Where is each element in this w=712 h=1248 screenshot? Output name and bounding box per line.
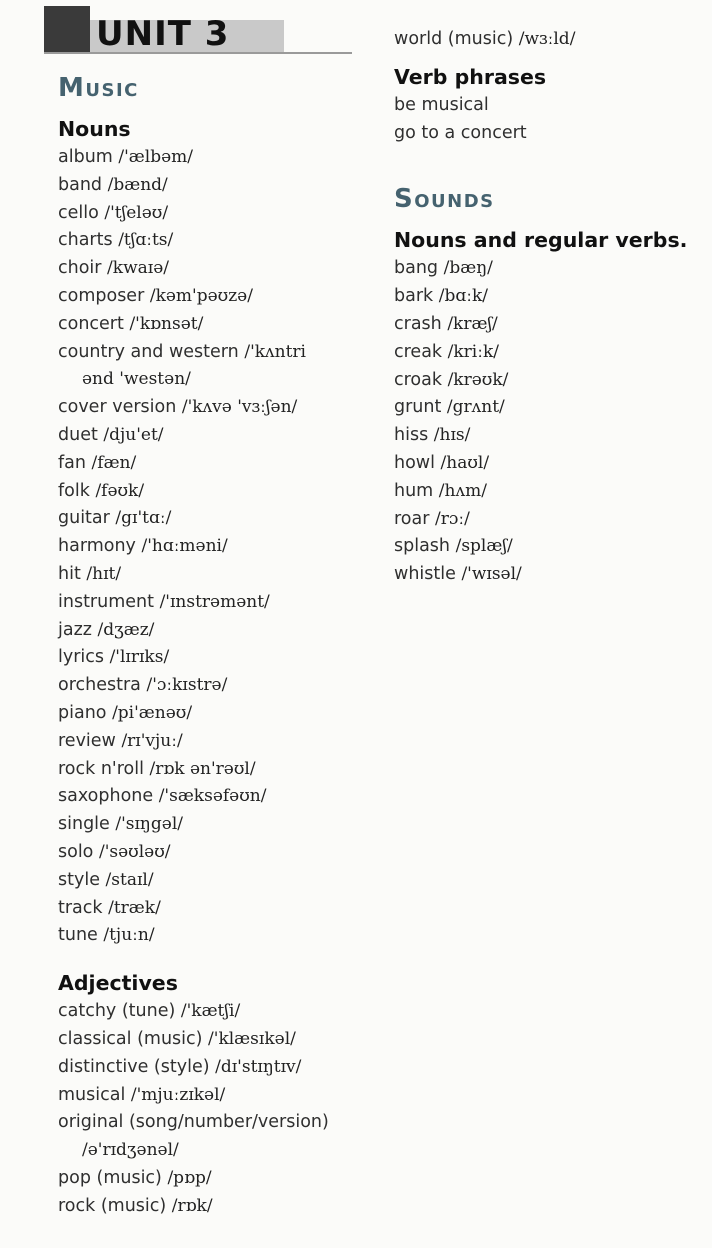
vocab-ipa: /'ɔːkɪstrə/: [146, 675, 228, 696]
vocab-word: orchestra: [58, 675, 147, 696]
vocab-ipa: /'səʊləʊ/: [98, 841, 171, 862]
vocab-word: be musical: [394, 94, 489, 115]
vocab-ipa: /kræʃ/: [447, 313, 498, 334]
vocab-item: [58, 172, 378, 200]
vocab-ipa: /'klæsɪkəl/: [208, 1028, 296, 1049]
vocab-word: go to a concert: [394, 122, 527, 143]
vocab-word: pop (music): [58, 1167, 168, 1188]
vocab-item: [58, 700, 378, 728]
vocab-item: [58, 450, 378, 478]
vocab-ipa: /dju'et/: [103, 424, 164, 445]
vocab-item: [58, 1193, 378, 1221]
vocab-word: original (song/number/version): [58, 1112, 329, 1133]
vocab-word: track: [58, 897, 109, 918]
vocab-ipa: /pi'ænəʊ/: [112, 702, 193, 723]
vocab-item: [58, 366, 378, 394]
vocab-word: cello: [58, 202, 105, 223]
vocab-word: world (music): [394, 29, 519, 49]
vocab-word: fan: [58, 452, 92, 473]
vocab-ipa: /haʊl/: [440, 452, 490, 473]
vocab-word: musical: [58, 1084, 131, 1105]
vocab-ipa: /gɪ'tɑː/: [115, 508, 172, 529]
vocab-word: splash: [394, 536, 456, 557]
vocab-word: rock n'roll: [58, 758, 150, 779]
vocab-ipa: /pɒp/: [167, 1167, 212, 1188]
vocab-item: [394, 422, 694, 450]
vocab-item: [394, 367, 694, 395]
vocab-word: bark: [394, 286, 439, 307]
vocab-word: crash: [394, 313, 448, 334]
vocab-word: duet: [58, 424, 104, 445]
vocab-word: roar: [394, 508, 435, 529]
vocab-item: [394, 339, 694, 367]
vocab-ipa: /dɪ'stɪŋtɪv/: [215, 1056, 302, 1077]
vocab-item: [58, 561, 378, 589]
vocab-ipa: /rɪ'vjuː/: [121, 730, 183, 751]
vocab-word: catchy (tune): [58, 1001, 181, 1022]
vocab-ipa: /staɪl/: [105, 869, 154, 890]
vocab-ipa: /bænd/: [107, 174, 168, 195]
right-column: [394, 26, 694, 589]
vocab-item: [58, 283, 378, 311]
vocab-word: classical (music): [58, 1028, 209, 1049]
vocab-ipa: /hʌm/: [438, 480, 487, 501]
vocab-word: whistle: [394, 564, 462, 585]
vocab-ipa: /kwaɪə/: [107, 258, 169, 279]
vocab-item: [394, 92, 694, 120]
vocab-item: [58, 533, 378, 561]
vocab-item: [58, 867, 378, 895]
section-title-sounds: Sounds: [394, 184, 495, 215]
vocab-item: [394, 478, 694, 506]
vocab-ipa: /'hɑːməni/: [141, 536, 228, 557]
vocab-ipa: /grʌnt/: [446, 397, 505, 418]
vocab-ipa: /'tʃeləʊ/: [104, 202, 169, 223]
vocab-item: [58, 1026, 378, 1054]
unit-title: UNIT 3: [96, 14, 230, 54]
vocab-word: hit: [58, 563, 87, 584]
vocab-ipa: /tjuːn/: [103, 925, 155, 946]
vocab-word: band: [58, 174, 108, 195]
vocab-word: charts: [58, 230, 119, 251]
vocab-word: jazz: [58, 619, 98, 640]
unit-header: [44, 6, 352, 54]
vocab-word: saxophone: [58, 786, 159, 807]
vocab-ipa: /kriːk/: [447, 341, 499, 362]
section-title-music: Music: [58, 73, 139, 103]
vocab-ipa: /hɪs/: [433, 425, 471, 446]
vocab-word: hum: [394, 480, 439, 501]
vocab-item: [394, 561, 694, 589]
vocab-word: cover version: [58, 397, 182, 418]
vocab-ipa: /'kʌvə 'vɜːʃən/: [181, 397, 298, 418]
vocab-item: [58, 839, 378, 867]
vocab-ipa: /wɜːld/: [518, 29, 576, 49]
vocab-item: [58, 255, 378, 283]
vocab-ipa: /'sæksəfəʊn/: [158, 786, 267, 807]
vocab-word: country and western: [58, 341, 245, 362]
vocab-item: [58, 811, 378, 839]
vocab-item: [58, 422, 378, 450]
vocab-item: [58, 672, 378, 700]
group-title-nouns: Nouns: [58, 117, 131, 141]
sounds-list: [394, 255, 694, 589]
vocab-ipa: /'kætʃi/: [180, 1001, 241, 1022]
vocab-item: [58, 1082, 378, 1110]
group-title-nouns-regular-verbs: Nouns and regular verbs.: [394, 228, 688, 253]
group-title-verb-phrases: Verb phrases: [394, 64, 547, 89]
vocab-word: creak: [394, 341, 448, 362]
vocab-item: [394, 283, 694, 311]
vocab-ipa: /'ælbəm/: [118, 147, 194, 167]
vocab-ipa: /fæn/: [91, 452, 137, 473]
left-column: [58, 70, 378, 1220]
vocab-word: folk: [58, 480, 96, 501]
vocab-item: [58, 895, 378, 923]
vocab-word: tune: [58, 925, 104, 946]
vocab-ipa: /krəʊk/: [447, 369, 509, 390]
vocab-word: solo: [58, 841, 99, 862]
vocab-item: [394, 394, 694, 422]
vocab-word: composer: [58, 285, 150, 306]
vocab-ipa: /dʒæz/: [97, 619, 155, 640]
vocab-word: instrument: [58, 591, 160, 612]
vocab-word: howl: [394, 452, 441, 473]
vocab-ipa: /'ɪnstrəmənt/: [159, 591, 270, 612]
vocab-word: single: [58, 814, 116, 835]
vocab-ipa: /'kʌntri: [244, 341, 306, 362]
vocab-ipa: /fəʊk/: [95, 480, 145, 501]
vocab-item: [58, 339, 378, 367]
vocab-item: [58, 1054, 378, 1082]
vocab-ipa: /rɒk ən'rəʊl/: [149, 758, 256, 779]
vocab-word: bang: [394, 258, 444, 279]
vocab-ipa: /hɪt/: [86, 563, 122, 584]
vocab-word: guitar: [58, 508, 116, 529]
vocab-ipa: /rɒk/: [171, 1195, 213, 1216]
vocab-word: croak: [394, 369, 448, 390]
vocab-ipa: /ə'rɪdʒənəl/: [82, 1140, 179, 1161]
vocab-item: [58, 644, 378, 672]
vocab-word: concert: [58, 313, 130, 334]
vocab-word: album: [58, 147, 119, 167]
vocab-word: style: [58, 869, 106, 890]
vocab-word: rock (music): [58, 1195, 172, 1216]
vocab-item: [58, 728, 378, 756]
vocab-item: [394, 450, 694, 478]
vocab-word: piano: [58, 702, 113, 723]
vocab-ipa: /kəm'pəʊzə/: [149, 285, 253, 306]
header-dark-block: [44, 6, 90, 52]
vocab-item: [394, 255, 694, 283]
vocab-ipa: /'wɪsəl/: [461, 564, 522, 585]
vocab-ipa: /træk/: [108, 897, 161, 918]
vocab-word: distinctive (style): [58, 1056, 216, 1077]
vocab-ipa: /splæʃ/: [455, 536, 513, 557]
vocab-ipa: /bɑːk/: [438, 286, 488, 307]
vocab-item: [58, 1109, 378, 1137]
vocab-ipa: /'sɪŋgəl/: [115, 814, 183, 835]
vocab-item: [394, 533, 694, 561]
vocab-ipa: /tʃɑːts/: [118, 230, 174, 251]
vocab-item: [58, 922, 378, 950]
vocab-item: [58, 505, 378, 533]
vocab-item: [58, 783, 378, 811]
vocab-item: [58, 1137, 378, 1165]
vocab-item: [58, 617, 378, 645]
vocab-word: grunt: [394, 397, 447, 418]
vocab-ipa: /'kɒnsət/: [129, 313, 204, 334]
vocab-word: lyrics: [58, 647, 110, 668]
vocab-item: [58, 200, 378, 228]
adjectives-list: [58, 998, 378, 1220]
vocab-word: review: [58, 730, 122, 751]
vocab-item: [394, 120, 694, 148]
nouns-list: [58, 144, 378, 950]
vocab-item: [58, 589, 378, 617]
vocab-item: [58, 394, 378, 422]
vocab-ipa: /'lɪrɪks/: [109, 647, 170, 668]
vocab-item: [58, 144, 378, 172]
vocab-word: harmony: [58, 536, 142, 557]
vocab-ipa: /rɔː/: [435, 508, 470, 529]
vocab-item: [58, 1165, 378, 1193]
vocab-word: choir: [58, 258, 108, 279]
vocab-item: [394, 311, 694, 339]
vocab-item: [58, 227, 378, 255]
vocab-item: [58, 311, 378, 339]
vocab-ipa: ənd 'westən/: [82, 369, 191, 390]
vocab-ipa: /'mjuːzɪkəl/: [130, 1084, 226, 1105]
vocab-item: [58, 756, 378, 784]
vocab-item: [394, 26, 694, 54]
vocab-ipa: /bæŋ/: [443, 258, 493, 279]
group-title-adjectives: Adjectives: [58, 971, 178, 996]
vocab-item: [58, 998, 378, 1026]
vocab-item: [394, 506, 694, 534]
vocab-word: hiss: [394, 425, 434, 446]
vocab-item: [58, 478, 378, 506]
verb-phrases-list: [394, 92, 694, 148]
